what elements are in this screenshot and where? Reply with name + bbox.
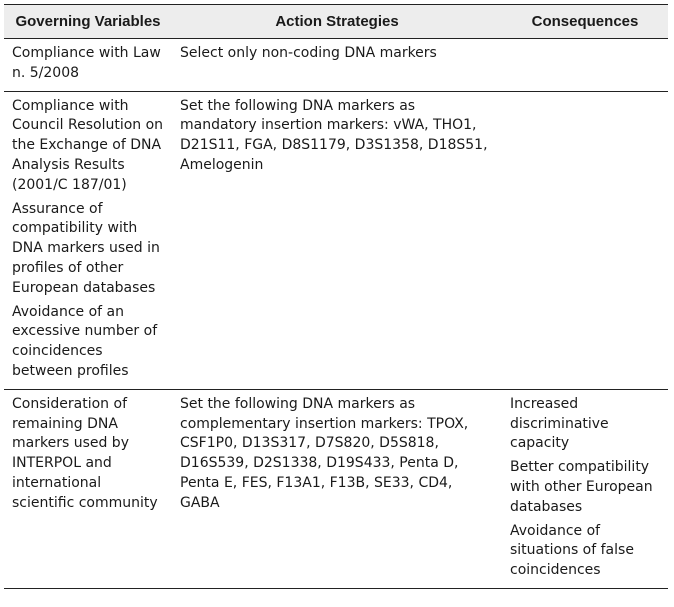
table-row	[4, 91, 668, 389]
governing-variable-cell	[4, 389, 172, 588]
action-strategy-cell	[172, 389, 502, 588]
consequence-cell	[502, 39, 668, 92]
governing-variable-cell	[4, 91, 172, 389]
governing-variable-text: Assurance of compatibility with DNA markers used in profiles of other European databases	[12, 200, 160, 296]
table-body	[4, 39, 668, 589]
governing-variable-text: Compliance with Law n. 5/2008	[12, 45, 161, 81]
table-row	[4, 389, 668, 588]
consequence-cell	[502, 91, 668, 389]
action-strategy-text: Set the following DNA markers as mandatory insertion markers: vWA, THO1, D21S11, FGA, D8S1179, D3S1358, D18S51, Amelogenin	[180, 97, 488, 173]
governing-variables-table	[4, 4, 668, 589]
action-strategy-cell	[172, 39, 502, 92]
header-consequences: Consequences	[531, 13, 639, 30]
header-action-strategies: Action Strategies	[275, 13, 399, 30]
table-header-row	[4, 5, 668, 39]
consequence-text: Increased discriminative capacity	[510, 395, 609, 452]
header-governing-variables: Governing Variables	[15, 13, 161, 30]
governing-variable-cell	[4, 39, 172, 92]
action-strategy-cell	[172, 91, 502, 389]
action-strategy-text: Select only non-coding DNA markers	[180, 45, 437, 61]
governing-variable-text: Compliance with Council Resolution on the Exchange of DNA Analysis Results (2001/C 187/01)	[12, 97, 164, 193]
table-row	[4, 39, 668, 92]
consequence-text: Avoidance of situations of false coincidences	[510, 522, 634, 579]
governing-variable-text: Consideration of remaining DNA markers used by INTERPOL and international scientific community	[12, 395, 158, 511]
action-strategy-text: Set the following DNA markers as complementary insertion markers: TPOX, CSF1P0, D13S317, D7S820, D5S818, D16S539, D2S1338, D19S433, Penta D, Penta E, FES, F13A1, F13B, SE33, CD4, GABA	[180, 395, 469, 511]
consequence-text: Better compatibility with other European databases	[510, 459, 653, 515]
governing-variable-text: Avoidance of an excessive number of coincidences between profiles	[12, 303, 158, 379]
consequence-cell	[502, 389, 668, 588]
